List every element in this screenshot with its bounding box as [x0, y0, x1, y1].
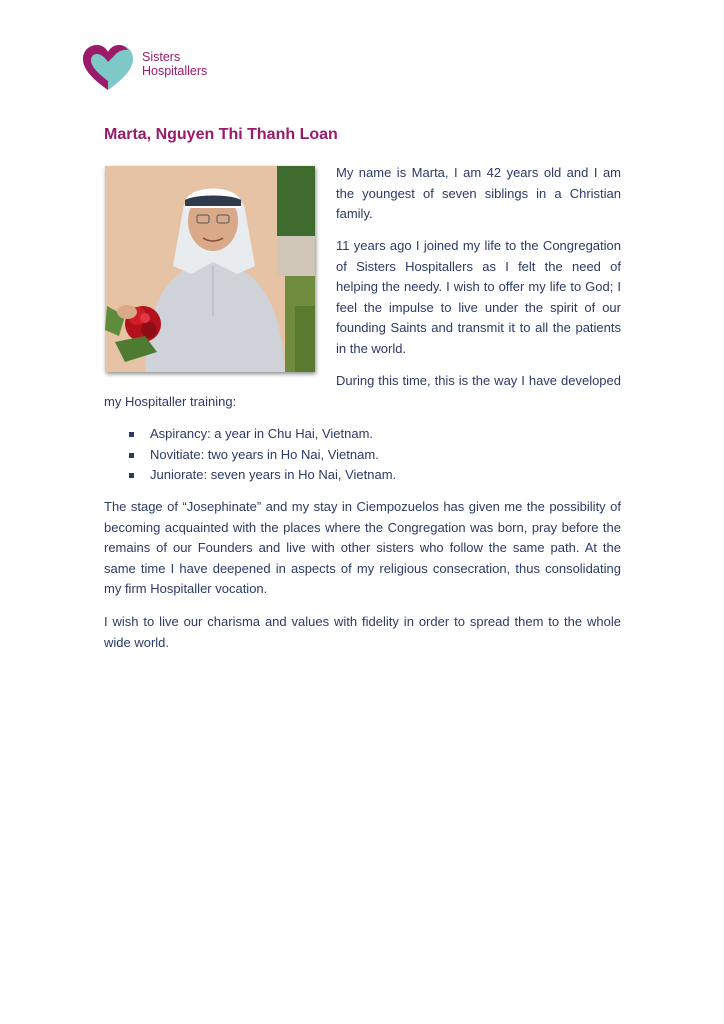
portrait-photo: [105, 166, 315, 372]
bullet-icon: [129, 453, 134, 458]
list-item-text: Aspirancy: a year in Chu Hai, Vietnam.: [150, 426, 374, 441]
paragraph-training-intro: During this time, this is the way I have developed my Hospitaller training:: [104, 373, 621, 409]
logo-line-sisters: Sisters: [142, 50, 181, 64]
training-list: [104, 424, 396, 486]
list-item-text: Juniorate: seven years in Ho Nai, Vietnam.: [150, 467, 397, 482]
list-item: [104, 445, 396, 466]
bullet-icon: [129, 432, 134, 437]
paragraph-closing: I wish to live our charisma and values with fidelity in order to spread them to the whole wide world.: [104, 614, 621, 650]
list-item: [104, 465, 396, 486]
list-item: [104, 424, 396, 445]
paragraph-intro: My name is Marta, I am 42 years old and I am the youngest of seven siblings in a Christian family.: [336, 165, 621, 221]
list-item-text: Novitiate: two years in Ho Nai, Vietnam.: [150, 446, 379, 462]
paragraph-joined: 11 years ago I joined my life to the Congregation of Sisters Hospitallers as I felt the need of helping the needy. I wish to offer my life to God; I feel the impulse to live under the spirit of our founding Saints and transmit it to all the patients in the world.: [336, 238, 621, 356]
sisters-hospitallers-logo: [80, 42, 220, 94]
bullet-icon: [129, 473, 134, 478]
logo-line-hospitallers: Hospitallers: [142, 64, 208, 78]
paragraph-josephinate: The stage of “Josephinate” and my stay in Ciempozuelos has given me the possibility of becoming acquainted with the places where the Congregation was born, pray before the remains of our Founders and live with other sisters who follow the same path. At the same time I have deepened in aspects of my religious consecration, thus consolidating my firm Hospitaller vocation.: [104, 499, 621, 596]
heart-logo-icon: [80, 42, 136, 94]
page-title: Marta, Nguyen Thi Thanh Loan: [104, 126, 338, 143]
